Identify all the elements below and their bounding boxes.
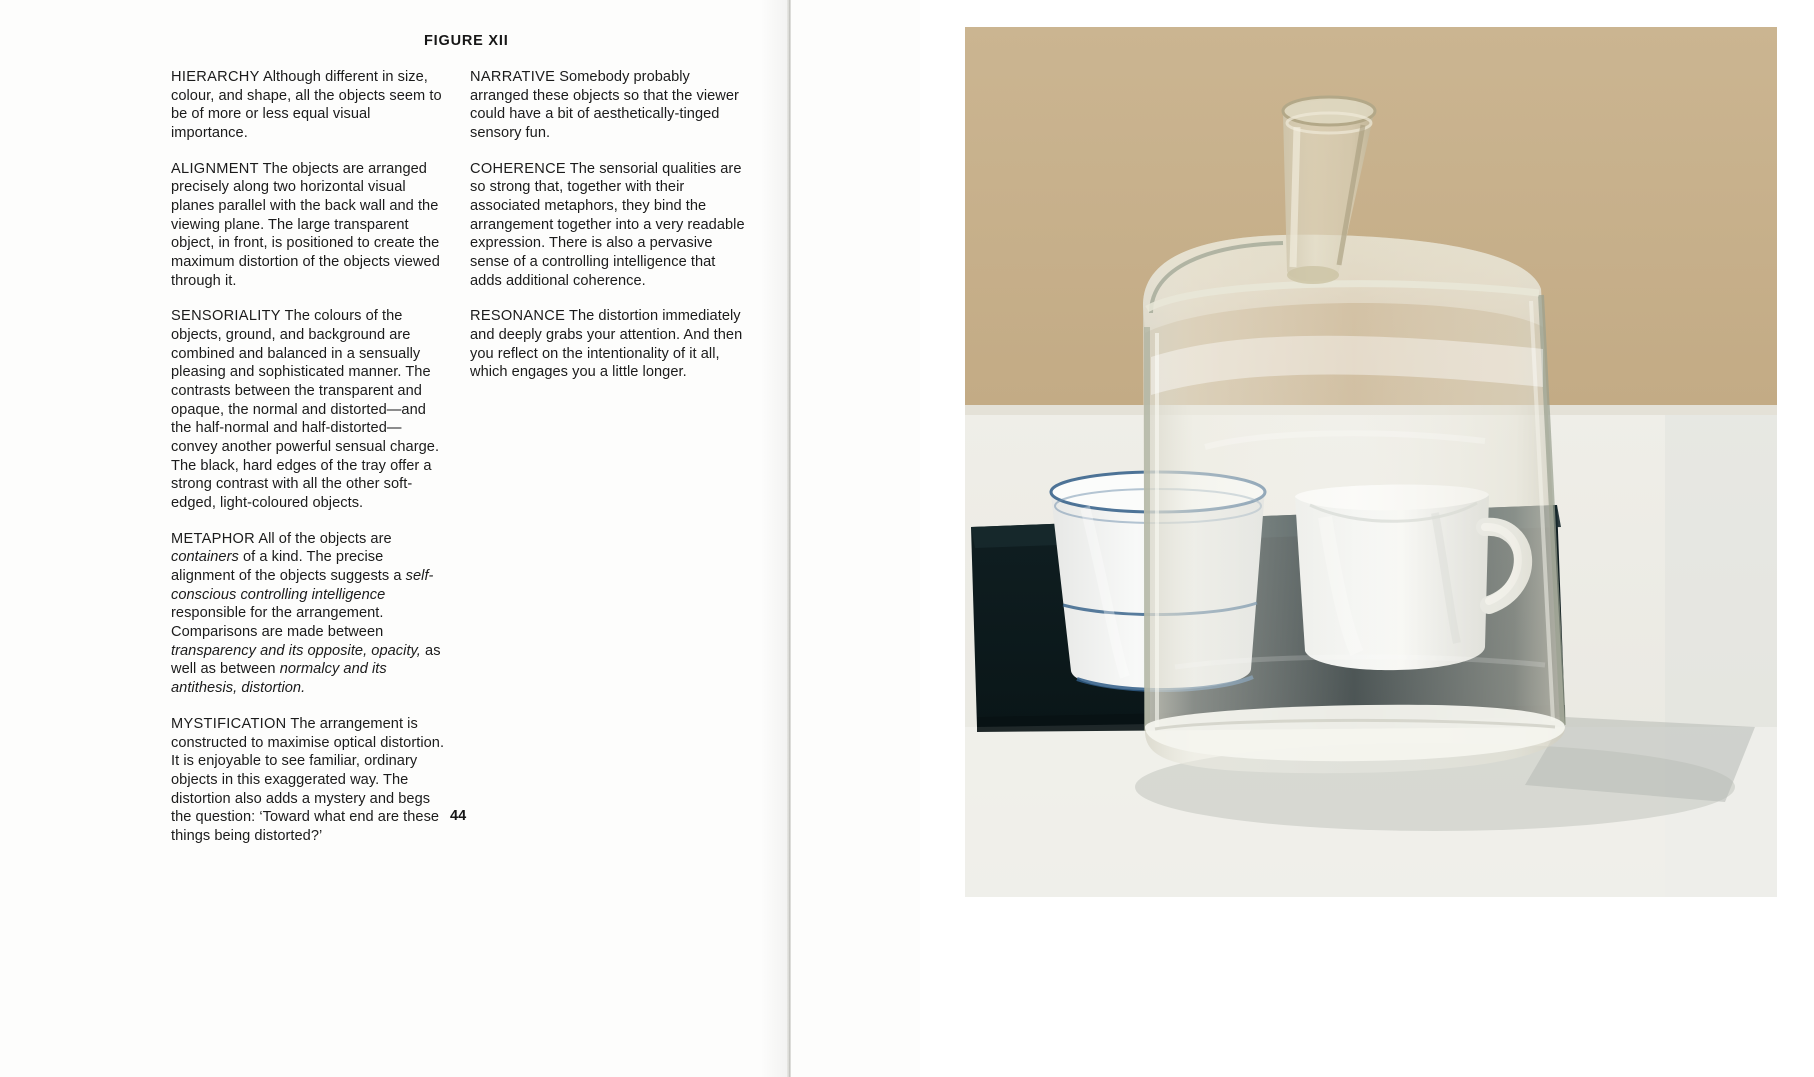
paragraph-lead-metaphor: METAPHOR: [171, 530, 256, 547]
paragraph-mystification: [171, 715, 447, 846]
page-number: 44: [450, 808, 467, 824]
metaphor-part-1: containers: [171, 549, 239, 566]
paragraph-body-mystification: The arrangement is constructed to maximise optical distortion. It is enjoyable to see familiar, ordinary objects in this exaggerated way. The distortion also adds a mystery and begs the question: ‘Toward what end are these things being distorted?’: [171, 715, 445, 844]
metaphor-part-0: All of the objects are: [255, 530, 392, 547]
paragraph-lead-hierarchy: HIERARCHY: [171, 69, 260, 85]
paragraph-resonance: [470, 307, 746, 382]
metaphor-part-3: self-conscious controlling intelligence: [171, 568, 434, 603]
paragraph-lead-resonance: RESONANCE: [470, 308, 566, 325]
text-column-left: [171, 68, 447, 846]
paragraph-body-resonance: The distortion immediately and deeply grabs your attention. And then you reflect on the intentionality of it all, which engages you a little longer.: [470, 308, 743, 381]
paragraph-lead-narrative: NARRATIVE: [470, 69, 556, 85]
book-gutter: [787, 0, 791, 1077]
metaphor-part-2: of a kind. The precise alignment of the objects suggests a: [171, 549, 406, 585]
page-right: [920, 0, 1814, 1077]
paragraph-sensoriality: [171, 307, 447, 512]
paragraph-body-coherence: The sensorial qualities are so strong that, together with their associated metaphors, they bind the arrangement together into a very readable expression. There is also a pervasive sense of a controlling intelligence that adds additional coherence.: [470, 160, 745, 289]
paragraph-narrative: [470, 68, 746, 143]
metaphor-part-6: as well as between: [171, 642, 441, 678]
text-columns: [171, 68, 746, 846]
paragraph-metaphor: [171, 530, 447, 698]
metaphor-part-4: responsible for the arrangement. Comparisons are made between: [171, 605, 384, 641]
paragraph-lead-coherence: COHERENCE: [470, 160, 566, 177]
paragraph-lead-sensoriality: SENSORIALITY: [171, 308, 281, 325]
metaphor-part-7: normalcy and its antithesis, distortion.: [171, 661, 387, 697]
gutter-shadow: [760, 0, 788, 1077]
paragraph-body-sensoriality: The colours of the objects, ground, and background are combined and balanced in a sensually pleasing and sophisticated manner. The contrasts between the transparent and opaque, the normal and distorted—and the half-normal and half-distorted—convey another powerful sensual charge. The black, hard edges of the tray offer a strong contrast with all the other soft-edged, light-coloured objects.: [171, 308, 440, 512]
paragraph-lead-alignment: ALIGNMENT: [171, 160, 259, 177]
figure-plate-image: [965, 27, 1777, 897]
paragraph-hierarchy: [171, 68, 447, 143]
figure-label: FIGURE XII: [424, 33, 509, 49]
paragraph-coherence: [470, 160, 746, 291]
paragraph-body-hierarchy: Although different in size, colour, and shape, all the objects seem to be of more or less equal visual importance.: [171, 69, 442, 142]
paragraph-body-narrative: Somebody probably arranged these objects so that the viewer could have a bit of aesthetically-tinged sensory fun.: [470, 69, 739, 142]
paragraph-alignment: [171, 160, 447, 291]
paragraph-lead-mystification: MYSTIFICATION: [171, 715, 287, 732]
paragraph-body-alignment: The objects are arranged precisely along two horizontal visual planes parallel with the back wall and the viewing plane. The large transparent object, in front, is positioned to create the maximum distortion of the objects viewed through it.: [171, 160, 440, 289]
metaphor-part-5: transparency and its opposite, opacity,: [171, 642, 421, 659]
text-column-right: [470, 68, 746, 846]
still-life-painting: [965, 27, 1777, 897]
